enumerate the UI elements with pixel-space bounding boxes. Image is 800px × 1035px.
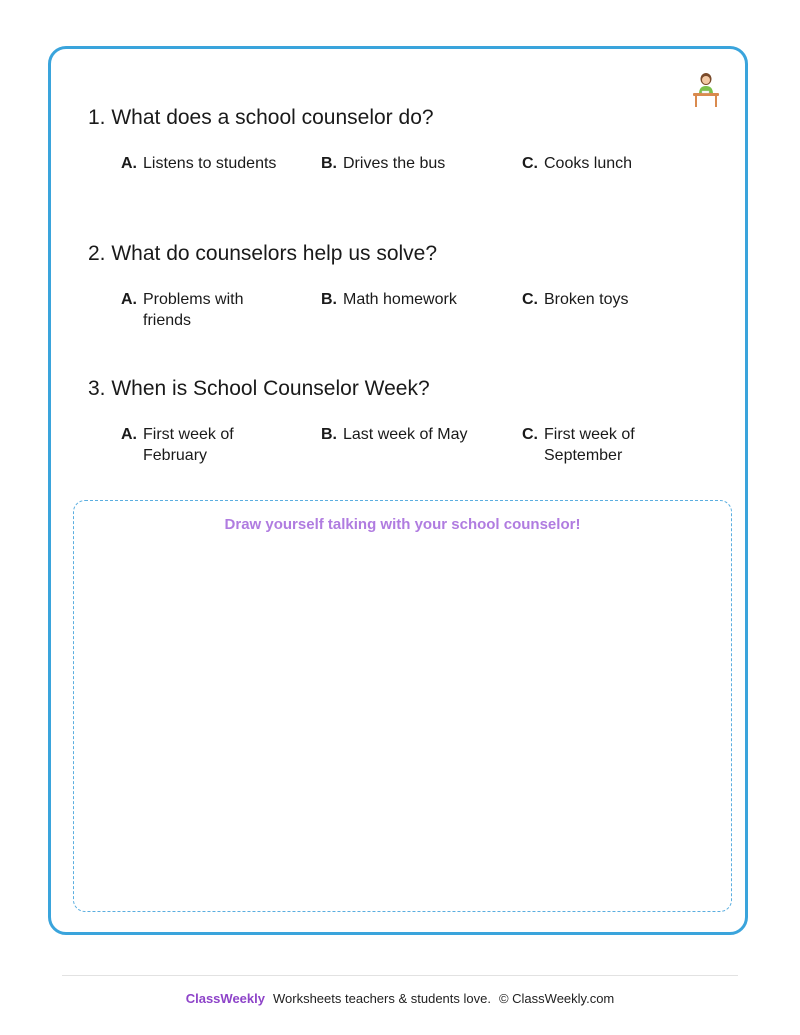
footer-divider bbox=[62, 975, 738, 976]
answer-options bbox=[88, 424, 728, 474]
teacher-at-desk-icon bbox=[690, 72, 722, 108]
option-letter: C. bbox=[522, 291, 538, 308]
option-text: Drives the bus bbox=[343, 155, 446, 172]
option-text: First week of September bbox=[544, 426, 635, 464]
option-letter: A. bbox=[121, 155, 137, 172]
footer bbox=[0, 991, 800, 1006]
answer-options bbox=[88, 153, 728, 203]
option-b[interactable] bbox=[321, 424, 511, 445]
question-1 bbox=[88, 105, 728, 203]
option-text: Problems with friends bbox=[143, 291, 244, 329]
option-letter: B. bbox=[321, 155, 337, 172]
option-text: Cooks lunch bbox=[544, 155, 633, 172]
option-text: Math homework bbox=[343, 291, 457, 308]
option-text: Broken toys bbox=[544, 291, 629, 308]
option-text: Listens to students bbox=[143, 155, 277, 172]
option-a[interactable] bbox=[121, 153, 301, 174]
option-c[interactable] bbox=[522, 289, 702, 310]
option-letter: C. bbox=[522, 155, 538, 172]
question-2 bbox=[88, 241, 728, 339]
question-3 bbox=[88, 376, 728, 474]
option-letter: B. bbox=[321, 291, 337, 308]
option-letter: A. bbox=[121, 426, 137, 443]
option-letter: C. bbox=[522, 426, 538, 443]
drawing-prompt: Draw yourself talking with your school counselor! bbox=[224, 516, 581, 533]
footer-copyright: © ClassWeekly.com bbox=[498, 991, 615, 1006]
option-text: Last week of May bbox=[343, 426, 468, 443]
option-c[interactable] bbox=[522, 424, 672, 466]
option-b[interactable] bbox=[321, 153, 501, 174]
question-text: 3. When is School Counselor Week? bbox=[88, 377, 430, 400]
option-letter: A. bbox=[121, 291, 137, 308]
option-a[interactable] bbox=[121, 289, 291, 331]
brand-name: ClassWeekly bbox=[185, 991, 265, 1006]
option-b[interactable] bbox=[321, 289, 501, 310]
option-text: First week of February bbox=[143, 426, 234, 464]
drawing-area[interactable] bbox=[73, 500, 732, 912]
option-letter: B. bbox=[321, 426, 337, 443]
question-text: 2. What do counselors help us solve? bbox=[88, 242, 438, 265]
option-a[interactable] bbox=[121, 424, 281, 466]
answer-options bbox=[88, 289, 728, 339]
question-text: 1. What does a school counselor do? bbox=[88, 106, 434, 129]
footer-tagline: Worksheets teachers & students love. bbox=[272, 991, 491, 1006]
option-c[interactable] bbox=[522, 153, 702, 174]
